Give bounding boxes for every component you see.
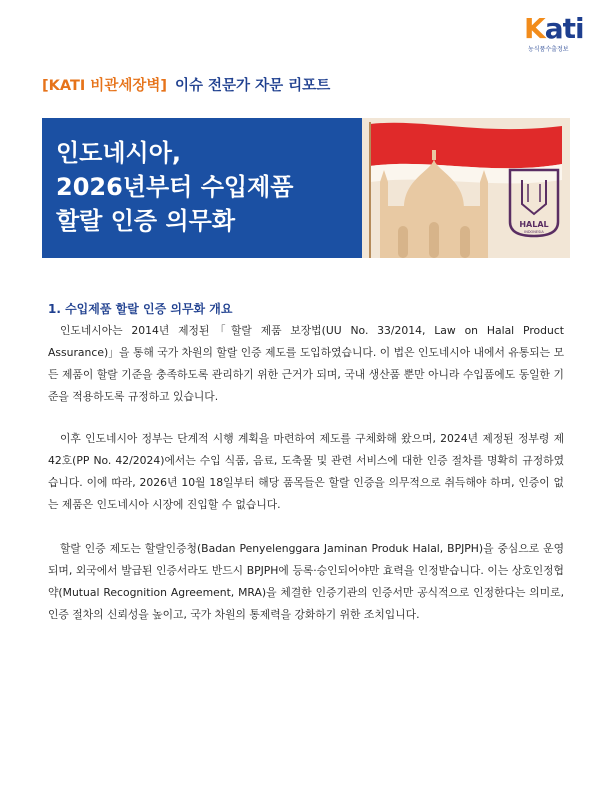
kati-logo-word — [524, 12, 584, 45]
page-title — [56, 136, 293, 238]
logo-letter-k: K — [524, 12, 545, 45]
page-title-line-1: 인도네시아, — [56, 139, 182, 167]
logo-letters-rest: ati — [544, 12, 584, 45]
banner-illustration-svg — [362, 118, 570, 258]
header-series: KATI 비관세장벽 — [48, 78, 161, 94]
paragraph-2: 이후 인도네시아 정부는 단계적 시행 계획을 마련하여 제도를 구체화해 왔으며, 2024년 제정된 정부령 제42호(PP No. 42/2024)에서는 수입 식품, 음료, 도축물 및 관련 서비스에 대한 인증 절차를 명확히 규정하였습니다. 이에 따라, 2026년 10월 18일부터 해당 품목들은 할랄 인증을 의무적으로 취득해야 하며, 인증이 없는 제품은 인도네시아 시장에 진입할 수 없습니다. — [48, 432, 565, 511]
page-title-line-3: 할랄 인증 의무화 — [56, 207, 235, 235]
header-bracket-close: ] — [160, 78, 167, 94]
section-heading: 1. 수입제품 할랄 인증 의무화 개요 — [48, 302, 233, 316]
kati-logo — [524, 14, 596, 54]
banner-title-panel — [42, 118, 362, 258]
banner-illustration — [362, 118, 570, 258]
report-header — [42, 74, 330, 95]
page-title-line-2: 2026년부터 수입제품 — [56, 173, 294, 201]
halal-badge-subtext: INDONESIA — [524, 230, 544, 234]
header-report-title: 이슈 전문가 자문 리포트 — [174, 78, 331, 94]
halal-badge-text: HALAL — [519, 220, 549, 229]
header-bracket-open: [ — [42, 78, 49, 94]
paragraph-1: 인도네시아는 2014년 제정된「할랄 제품 보장법(UU No. 33/2014, Law on Halal Product Assurance)」을 통해 국가 차원의 할랄 인증 제도를 도입하였습니다. 이 법은 인도네시아 내에서 유통되는 모든 제품이 할랄 기준을 충족하도록 관리하기 위한 근거가 되며, 국내 생산품 뿐만 아니라 수입품에도 동일한 기준을 적용하도록 규정하고 있습니다. — [48, 324, 564, 403]
title-banner — [42, 118, 570, 258]
logo-subtitle: 농식품수출정보 — [528, 46, 569, 53]
paragraph-3: 할랄 인증 제도는 할랄인증청(Badan Penyelenggara Jaminan Produk Halal, BPJPH)을 중심으로 운영되며, 외국에서 발급된 인증서라도 반드시 BPJPH에 등록·승인되어야만 효력을 인정받습니다. 이는 상호인정협약(Mutual Recognition Agreement, MRA)을 체결한 인증기관의 인증서만 공식적으로 인정한다는 의미로, 인증 절차의 신뢰성을 높이고, 국가 차원의 통제력을 강화하기 위한 조치입니다. — [48, 542, 564, 621]
